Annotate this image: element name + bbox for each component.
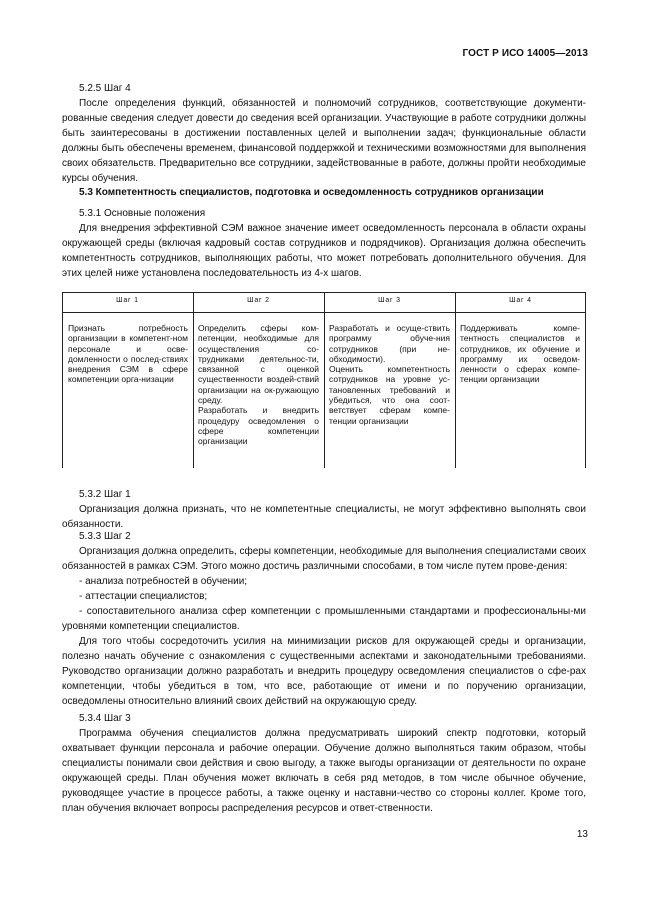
section-5-2-5 [62, 81, 586, 186]
steps-table [62, 292, 586, 468]
paragraph: Программа обучения специалистов должна предусматривать широкий спектр подготовки, который охватывает функции персонала и рабочие операции. Обучение должно выполняться таким образом, чтобы специалисты понимали свои действия и свою выгоду, а также выгоды организации от деятельности по охране окружающей среды. План обучения может включать в себя ряд методов, в том числе обычное обучение, руководящее участие в процессе работы, а также оценку и наставни-чество со стороны коллег. Кроме того, план обучения включает вопросы распределения ресурсов и ответ-ственности. [62, 728, 586, 814]
table-cell-step-2 [198, 323, 319, 447]
section-5-3-2 [62, 487, 586, 532]
paragraph: Организация должна признать, что не компетентные специалисты, не могут эффективно выполнять свои обязанности. [62, 504, 586, 530]
section-5-3-4 [62, 711, 586, 816]
section-title: 5.3.2 Шаг 1 [79, 489, 131, 500]
list-item: - сопоставительного анализа сфер компетенции с промышленными стандартами и профессиональны-ми уровнями компетенции специалистов. [62, 606, 586, 632]
table-header-step-2: Шаг 2 [247, 297, 270, 304]
section-5-3-3 [62, 529, 586, 709]
table-cell-step-1 [68, 323, 188, 385]
table-header-step-4: Шаг 4 [509, 297, 532, 304]
table-column-divider [455, 292, 456, 468]
table-cell-step-4 [460, 323, 580, 385]
table-header-step-1: Шаг 1 [116, 297, 139, 304]
document-id: ГОСТ Р ИСО 14005—2013 [462, 48, 588, 59]
paragraph: После определения функций, обязанностей и полномочий сотрудников, соответствующие документи-рованные сведения следует довести до сведения всей организации. Участвующие в работе сотрудники должны быть заинтересованы в достижении поставленных целей и выполнении задач; функциональные области должны быть обеспечены временем, финансовой поддержкой и техническими возможностями для выполнения своих обязательств. Предварительно все сотрудники, задействованные в работе, должны пройти необходимые курсы обучения. [62, 98, 586, 184]
section-title: 5.3.1 Основные положения [79, 208, 206, 219]
table-cell-step-3 [329, 323, 450, 426]
section-title: 5.2.5 Шаг 4 [79, 83, 131, 94]
paragraph: Для того чтобы сосредоточить усилия на минимизации рисков для окружающей среды и организации, полезно начать обучение с ознакомления с существенными аспектами и законодательными требованиями. Руководство организации должно разработать и внедрить процедуру осведомления специалистов о сфе-рах компетенции, чтобы убедиться в том, что все, работающие от имени и по поручению организации, осведомлены относительно влияний своих действий на окружающую среду. [62, 636, 586, 707]
cell-text: Разработать и осуще-ствить программу обуче-ния сотрудников (при не-обходимости). [329, 323, 450, 364]
table-column-divider [324, 292, 325, 468]
paragraph: Для внедрения эффективной СЭМ важное значение имеет осведомленность персонала в области охраны окружающей среды (включая кадровый состав сотрудников и подрядчиков). Организация должна обеспечить компетентность сотрудников, выполняющих работы, что может потребовать дополнительного обучения. Для этих целей ниже установлена последовательность из 4-х шагов. [62, 223, 586, 279]
list-item: - анализа потребностей в обучении; [79, 576, 248, 587]
list-item: - аттестации специалистов; [79, 591, 208, 602]
paragraph: Организация должна определить, сферы компетенции, необходимые для выполнения специалистами своих обязанностей в рамках СЭМ. Этого можно достичь различными способами, в том числе путем прове-дения: [62, 546, 586, 572]
cell-text: Определить сферы ком-петенции, необходимые для осуществления со-трудниками деятельнос-ти, связанной с оценкой существенности воздей-ствий организации на ок-ружающую среду. [198, 323, 319, 406]
cell-text: Признать потребность организации в компетент-ном персонале и осве-домленности о послед-ствиях внедрения СЭМ в сфере компетенции орга-низации [68, 323, 188, 385]
table-border-right [585, 292, 586, 468]
cell-text: Разработать и внедрить процедуру осведомления о сфере компетенции организации [198, 405, 319, 447]
page-number: 13 [576, 829, 588, 840]
cell-text: Поддерживать компе-тентность специалистов и сотрудников, их обучение и программу их осведом-ленности о сферах компе-тенции организации [460, 323, 580, 385]
table-border-left [62, 292, 63, 468]
section-heading: 5.3 Компетентность специалистов, подготовка и осведомленность сотрудников организации [79, 187, 544, 198]
section-title: 5.3.3 Шаг 2 [79, 531, 131, 542]
cell-text: Оценить компетентность сотрудников на уровне ус-тановленных требований и убедиться, что она соот-ветствует сферам компе-тенции организации [329, 364, 450, 426]
section-5-3-1 [62, 206, 586, 281]
table-column-divider [193, 292, 194, 468]
section-title: 5.3.4 Шаг 3 [79, 713, 131, 724]
table-header-step-3: Шаг 3 [378, 297, 401, 304]
section-5-3 [62, 185, 586, 200]
